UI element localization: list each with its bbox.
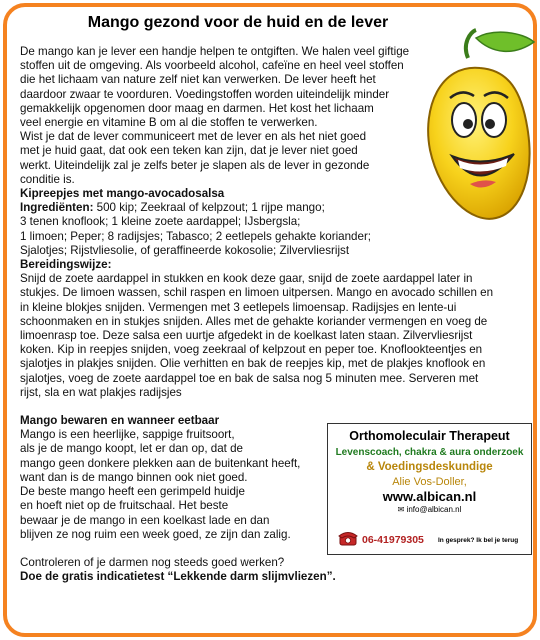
storage-line: De beste mango heeft een gerimpeld huidje <box>20 485 245 499</box>
storage-line: want dan is de mango binnen ook niet goed. <box>20 470 248 484</box>
ingredients-line: 1 limoen; Peper; 8 radijsjes; Tabasco; 2 eetlepels gehakte koriander; <box>20 229 372 243</box>
website-link[interactable]: www.albican.nl <box>382 489 477 504</box>
storage-section <box>20 414 326 542</box>
method-line: koken. Kip in reepjes snijden, voeg zeekraal of kelpzout en peper toe. Knoflookteentjes en <box>20 343 483 357</box>
storage-line: en hoeft niet op de fruitschaal. Het beste <box>20 499 229 513</box>
ingredients-text: 500 kip; Zeekraal of kelpzout; 1 rijpe mango; <box>93 201 325 215</box>
method-line: stukjes. De limoen wassen, schil raspen en limoen uitpersen. Mango en avocado schillen en <box>20 286 494 300</box>
storage-line: mango geen donkere plekken aan de buitenkant heeft, <box>20 456 301 470</box>
email-row[interactable] <box>328 505 531 514</box>
ingredients-line <box>20 201 520 215</box>
intro-line: met je huid gaat, dat ook een teken kan zijn, dat je lever niet goed <box>20 144 358 158</box>
intro-line: werkt. Uiteindelijk zal je zelfs beter je slapen als de lever in gezonde <box>20 158 370 172</box>
intro-line: veel energie en vitamine B om al die stoffen te verwerken. <box>20 116 318 130</box>
card-specialty: & Voedingsdeskundige <box>366 461 493 473</box>
storage-line: blijven ze nog ruim een week goed, ze zijn dan zalig. <box>20 527 291 541</box>
section-spacer <box>20 400 520 414</box>
telephone-icon <box>338 530 358 546</box>
ingredients-label: Ingrediënten: <box>20 201 94 215</box>
intro-line: daardoor zwaar te voorduren. Voedingstoffen worden uiteindelijk minder <box>20 87 390 101</box>
callback-note: In gesprek? Ik bel je terug <box>438 537 519 544</box>
method-line: schoonmaken en in stukjes snijden. Alles met de gehakte koriander vermengen en voeg de <box>20 314 488 328</box>
phone-number[interactable]: 06-41979305 <box>362 534 424 546</box>
storage-line: Mango is een heerlijke, sappige fruitsoort, <box>20 428 235 442</box>
method-line: Snijd de zoete aardappel in stukken en kook deze gaar, snijd de zoete aardappel later in <box>20 272 473 286</box>
therapist-contact-card <box>327 423 532 555</box>
card-title: Orthomoleculair Therapeut <box>349 429 510 443</box>
storage-line: als je de mango koopt, let er dan op, dat de <box>20 442 244 456</box>
closing-question: Controleren of je darmen nog steeds goed werken? <box>20 555 285 569</box>
ingredients-line: Sjalotjes; Rijstvliesolie, of geraffineerde kokosolie; Zilvervliesrijst <box>20 243 350 257</box>
email-link[interactable]: info@albican.nl <box>406 505 462 514</box>
intro-line: Wist je dat de lever communiceert met de lever en als het niet goed <box>20 130 367 144</box>
ingredients-line: 3 tenen knoflook; 1 kleine zoete aardappel; IJsbergsla; <box>20 215 301 229</box>
intro-line: stoffen uit de omgeving. Als voorbeeld alcohol, cafeïne en heel veel stoffen <box>20 59 404 73</box>
method-line: in kleine blokjes snijden. Vermengen met 3 eetlepels limoensap. Radijsjes en lente-ui <box>20 300 457 314</box>
intro-line: gemakkelijk opgenomen door maag en darmen. Het kost het lichaam <box>20 101 374 115</box>
method-label: Bereidingswijze: <box>20 258 112 272</box>
envelope-icon: ✉ <box>397 505 405 514</box>
card-name: Alie Vos-Doller, <box>392 476 467 488</box>
intro-line: De mango kan je lever een handje helpen te ontgiften. We halen veel giftige <box>20 45 410 58</box>
method-line: sjalotjes, voeg de zoete aardappel toe en bak de salsa nog 5 minuten mee. Serveren met <box>20 371 479 385</box>
storage-title: Mango bewaren en wanneer eetbaar <box>20 414 220 428</box>
recipe-title: Kipreepjes met mango-avocadosalsa <box>20 187 225 201</box>
intro-line: conditie is. <box>20 172 75 186</box>
method-line: limoenrasp toe. Deze salsa een uurtje afgedekt in de koelkast laten staan. Zilvervliesrijst <box>20 329 473 343</box>
method-line: rijst, sla en wat plakjes radijsjes <box>20 385 182 399</box>
storage-line: bewaar je de mango in een koelkast lade en dan <box>20 513 270 527</box>
intro-line: die het lichaam van nature zelf niet kan verwerken. De lever heeft het <box>20 73 376 87</box>
closing-cta[interactable]: Doe de gratis indicatietest “Lekkende darm slijmvliezen”. <box>20 570 336 584</box>
card-services: Levenscoach, chakra & aura onderzoek <box>335 447 524 458</box>
method-line: sjalotjes in plakjes snijden. Olie verhitten en bak de reepjes kip, met de plakjes knoflook en <box>20 357 486 371</box>
page-title: Mango gezond voor de huid en de lever <box>87 14 389 31</box>
